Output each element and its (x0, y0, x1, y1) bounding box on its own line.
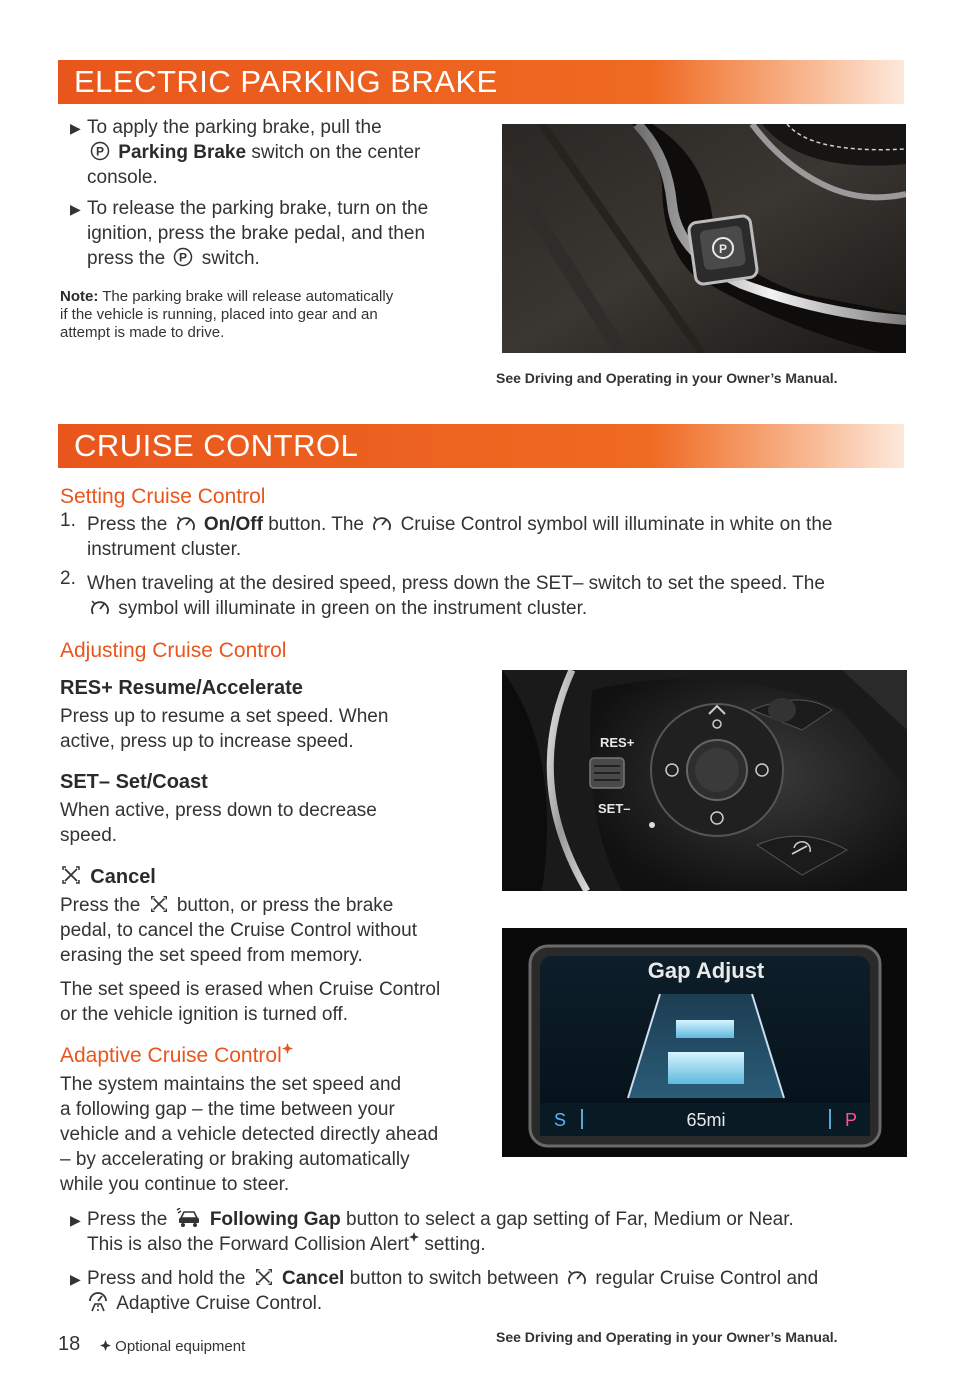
cc-manual-reference: See Driving and Operating in your Owner’s Manual. (496, 1329, 838, 1345)
epb-release-text-3: press the (87, 248, 166, 269)
cancel-icon (149, 894, 169, 914)
cancel-label: Cancel (282, 1268, 345, 1289)
cancel-heading-row (60, 864, 156, 890)
on-off-label: On/Off (203, 514, 263, 535)
note-text-3: attempt is made to drive. (60, 324, 225, 341)
acc-heading: Adaptive Cruise Control (60, 1044, 282, 1067)
setting-step-1 (87, 512, 917, 562)
step1-text-3: Cruise Control symbol will illuminate in white on the (400, 514, 833, 535)
optional-star-icon (100, 1340, 111, 1351)
cluster-left-indicator: S (554, 1110, 567, 1130)
optional-star-icon (282, 1043, 293, 1054)
cc-section-banner (58, 424, 904, 468)
res-description (60, 704, 480, 754)
res-text-2: active, press up to increase speed. (60, 731, 354, 752)
svg-text:P: P (718, 242, 728, 256)
gap-text-4: setting. (424, 1234, 486, 1255)
svg-text:P: P (95, 144, 105, 159)
step1-text-1: Press the (87, 514, 168, 535)
cancel-icon (60, 864, 82, 886)
step2-text-1: When traveling at the desired speed, press down the SET– switch to set the speed. The (87, 573, 825, 594)
epb-apply-text-3: console. (87, 167, 158, 188)
step1-text-4: instrument cluster. (87, 539, 242, 560)
gap-adjust-cluster-photo (502, 928, 907, 1157)
step2-text-2: symbol will illuminate in green on the instrument cluster. (118, 598, 588, 619)
note-label: Note: (60, 288, 99, 305)
cruise-control-icon (372, 515, 392, 533)
cancel-icon (254, 1267, 274, 1287)
step-number: 1. (60, 510, 76, 531)
set-minus-button-label: SET– (598, 801, 631, 816)
adaptive-cruise-icon (87, 1292, 109, 1312)
cruise-control-icon (567, 1269, 587, 1287)
erase-text-1: The set speed is erased when Cruise Control (60, 979, 441, 1000)
hold-text-4: Adaptive Cruise Control. (116, 1293, 323, 1314)
erase-text-2: or the vehicle ignition is turned off. (60, 1004, 348, 1025)
note-text-1: The parking brake will release automatically (102, 288, 394, 305)
hold-text-3: regular Cruise Control and (595, 1268, 819, 1289)
parking-brake-icon (173, 247, 193, 267)
epb-section-banner (58, 60, 904, 104)
gap-text-3: This is also the Forward Collision Alert (87, 1234, 410, 1255)
cruise-control-icon (176, 515, 196, 533)
set-text-1: When active, press down to decrease (60, 800, 377, 821)
set-description (60, 798, 480, 848)
acc-description (60, 1072, 490, 1197)
cluster-gear-indicator: P (845, 1110, 858, 1130)
parking-brake-icon (90, 141, 110, 161)
cc-section-title: CRUISE CONTROL (74, 428, 359, 463)
optional-star-icon (409, 1232, 419, 1242)
acc-text-3: vehicle and a vehicle detected directly ahead (60, 1124, 439, 1145)
hold-text-1: Press and hold the (87, 1268, 246, 1289)
acc-heading-row (60, 1043, 293, 1068)
res-plus-button-label: RES+ (600, 735, 635, 750)
optional-equipment-note (100, 1334, 245, 1359)
parking-brake-console-photo (502, 124, 906, 353)
epb-bullet-apply (87, 115, 487, 190)
hold-text-2: button to switch between (349, 1268, 559, 1289)
epb-release-text-1: To release the parking brake, turn on the (87, 198, 429, 219)
acc-text-2: a following gap – the time between your (60, 1099, 395, 1120)
setting-heading: Setting Cruise Control (60, 485, 266, 508)
epb-apply-text-1: To apply the parking brake, pull the (87, 117, 382, 138)
epb-release-text-4: switch. (201, 248, 260, 269)
res-text-1: Press up to resume a set speed. When (60, 706, 389, 727)
bullet-icon: ▶ (70, 1271, 81, 1287)
cluster-speed: 65mi (686, 1110, 726, 1130)
epb-manual-reference: See Driving and Operating in your Owner’s Manual. (496, 370, 838, 386)
cancel-text-4: erasing the set speed from memory. (60, 945, 363, 966)
hold-cancel-bullet (87, 1266, 927, 1316)
epb-apply-text-2: switch on the center (251, 142, 421, 163)
bullet-icon: ▶ (70, 120, 81, 136)
adjusting-heading: Adjusting Cruise Control (60, 639, 287, 662)
cancel-description (60, 893, 480, 968)
epb-release-text-2: ignition, press the brake pedal, and then (87, 223, 426, 244)
step-number: 2. (60, 568, 76, 589)
setting-step-2 (87, 571, 917, 621)
cancel-heading: Cancel (90, 866, 156, 888)
following-gap-icon (176, 1208, 202, 1228)
bullet-icon: ▶ (70, 201, 81, 217)
note-text-2: if the vehicle is running, placed into gear and an (60, 306, 378, 323)
optional-equipment-label: Optional equipment (115, 1338, 246, 1355)
following-gap-bullet (87, 1207, 927, 1257)
gap-adjust-title: Gap Adjust (647, 958, 765, 983)
acc-text-4: – by accelerating or braking automatically (60, 1149, 410, 1170)
cancel-text-3: pedal, to cancel the Cruise Control without (60, 920, 417, 941)
res-heading: RES+ Resume/Accelerate (60, 677, 303, 699)
cancel-text-1: Press the (60, 895, 141, 916)
set-heading: SET– Set/Coast (60, 771, 208, 793)
epb-note (60, 288, 490, 342)
page-number: 18 (58, 1333, 81, 1355)
set-text-2: speed. (60, 825, 118, 846)
svg-text:P: P (179, 250, 188, 265)
gap-text-2: button to select a gap setting of Far, Medium or Near. (346, 1209, 794, 1230)
acc-text-5: while you continue to steer. (60, 1174, 290, 1195)
cancel-text-2: button, or press the brake (176, 895, 394, 916)
following-gap-label: Following Gap (209, 1209, 341, 1230)
epb-bullet-release (87, 196, 487, 271)
bullet-icon: ▶ (70, 1212, 81, 1228)
step1-text-2: button. The (268, 514, 364, 535)
steering-wheel-controls-photo (502, 670, 907, 891)
parking-brake-label: Parking Brake (118, 142, 247, 163)
gap-text-1: Press the (87, 1209, 168, 1230)
cruise-control-icon (90, 599, 110, 617)
epb-section-title: ELECTRIC PARKING BRAKE (74, 64, 498, 99)
acc-text-1: The system maintains the set speed and (60, 1074, 402, 1095)
erase-description (60, 977, 490, 1027)
